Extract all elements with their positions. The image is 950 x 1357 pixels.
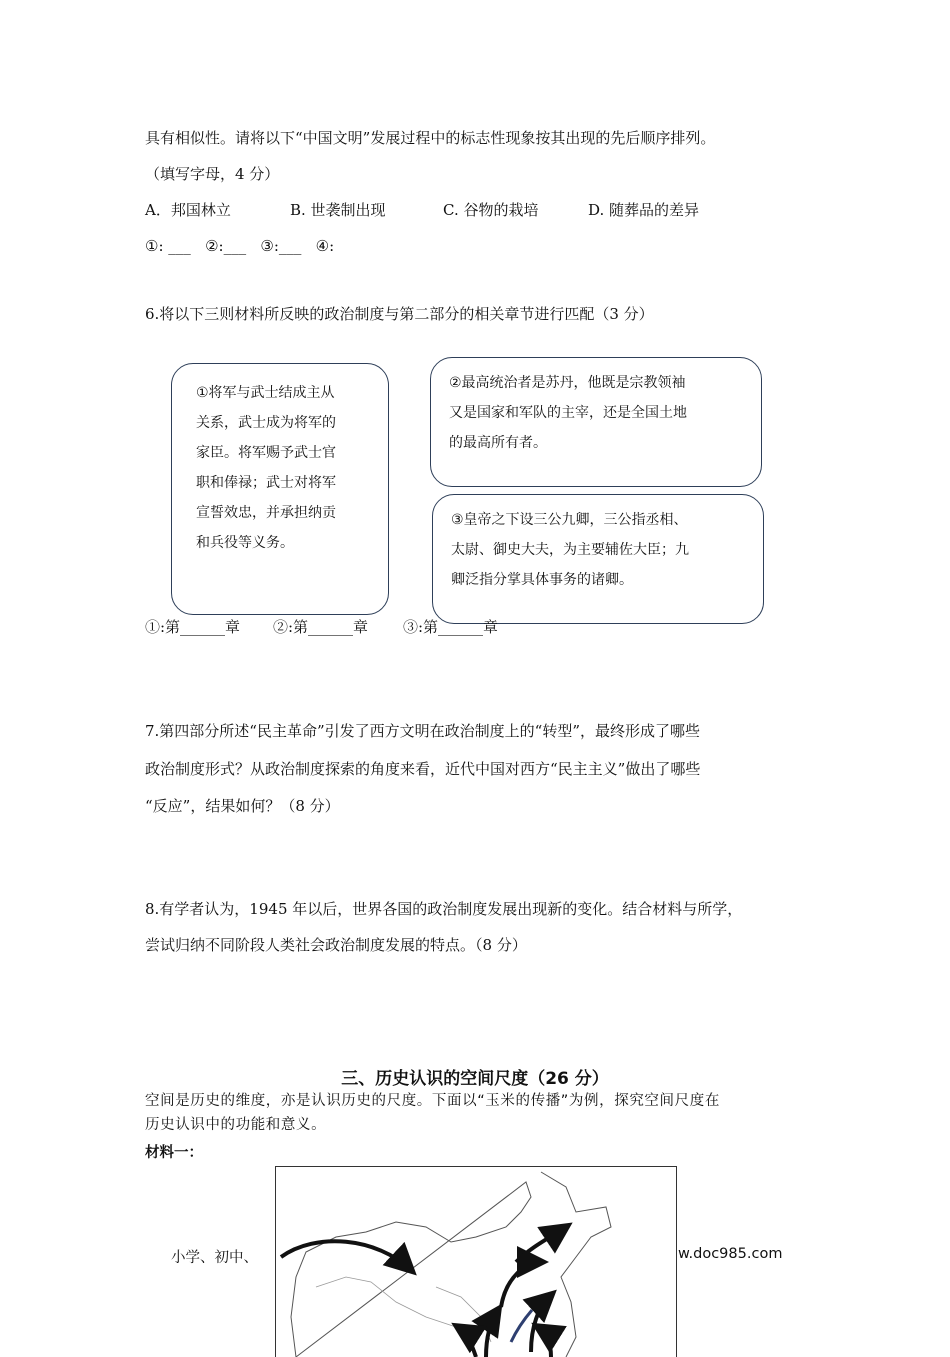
q6-answer-1: ①:第______章 <box>145 618 241 636</box>
box3-line: 卿泛指分掌具体事务的诸卿。 <box>451 572 633 588</box>
overlay-text-left: 小学、初中、 <box>171 1250 258 1266</box>
spread-arrow <box>511 1310 532 1342</box>
spread-arrow <box>458 1327 476 1357</box>
box1-line: 家臣。将军赐予武士官 <box>196 445 336 461</box>
q7-line3: “反应”，结果如何？（8 分） <box>145 797 340 815</box>
box1-line: 关系，武士成为将军的 <box>196 415 336 431</box>
section-intro-line2: 历史认识中的功能和意义。 <box>145 1117 327 1133</box>
q5-option-b: B. 世袭制出现 <box>290 201 386 219</box>
box2-line: 的最高所有者。 <box>449 435 547 451</box>
section-intro-line1: 空间是历史的维度，亦是认识历史的尺度。下面以“玉米的传播”为例，探究空间尺度在 <box>145 1093 720 1109</box>
q5-blanks: ①: ___ ②:___ ③:___ ④: <box>145 237 335 255</box>
material-box-1 <box>171 363 389 615</box>
q5-option-d: D. 随葬品的差异 <box>588 201 700 219</box>
spread-arrow <box>501 1262 541 1307</box>
q7-line1: 7.第四部分所述“民主革命”引发了西方文明在政治制度上的“转型”，最终形成了哪些 <box>145 722 700 740</box>
box1-line: 职和俸禄；武士对将军 <box>196 475 336 491</box>
q5-line1: 具有相似性。请将以下“中国文明”发展过程中的标志性现象按其出现的先后顺序排列。 <box>145 129 716 147</box>
q5-option-a: A．邦国林立 <box>145 201 231 219</box>
q8-line1: 8.有学者认为，1945 年以后，世界各国的政治制度发展出现新的变化。结合材料与所学， <box>145 900 743 918</box>
material-box-2 <box>430 357 762 487</box>
overlay-text-right: w.doc985.com <box>678 1246 783 1262</box>
section-title: 三、历史认识的空间尺度（26 分） <box>341 1069 609 1089</box>
q8-line2: 尝试归纳不同阶段人类社会政治制度发展的特点。（8 分） <box>145 936 527 954</box>
q6-answer-2: ②:第______章 <box>273 618 369 636</box>
box1-line: ①将军与武士结成主从 <box>196 385 335 401</box>
box2-line: 又是国家和军队的主宰，还是全国土地 <box>449 405 687 421</box>
spread-arrow <box>538 1327 551 1357</box>
box1-line: 宣誓效忠，并承担纳贡 <box>196 505 336 521</box>
spread-arrow <box>516 1227 566 1262</box>
q6-answer-3: ③:第______章 <box>403 618 499 636</box>
material-label: 材料一： <box>145 1145 203 1161</box>
q5-line2: （填写字母，4 分） <box>145 165 280 183</box>
box3-line: 太尉、御史大夫，为主要辅佐大臣；九 <box>451 542 689 558</box>
q5-option-c: C. 谷物的栽培 <box>443 201 539 219</box>
material-box-3 <box>432 494 764 624</box>
q7-line2: 政治制度形式？从政治制度探索的角度来看，近代中国对西方“民主主义”做出了哪些 <box>145 760 701 778</box>
spread-arrow <box>486 1310 498 1357</box>
q6-prompt: 6.将以下三则材料所反映的政治制度与第二部分的相关章节进行匹配（3 分） <box>145 305 654 323</box>
china-map-image <box>276 1167 676 1357</box>
box2-line: ②最高统治者是苏丹，他既是宗教领袖 <box>449 375 686 391</box>
box3-line: ③皇帝之下设三公九卿，三公指丞相、 <box>451 512 688 528</box>
map-frame <box>275 1166 677 1357</box>
box1-line: 和兵役等义务。 <box>196 535 294 551</box>
